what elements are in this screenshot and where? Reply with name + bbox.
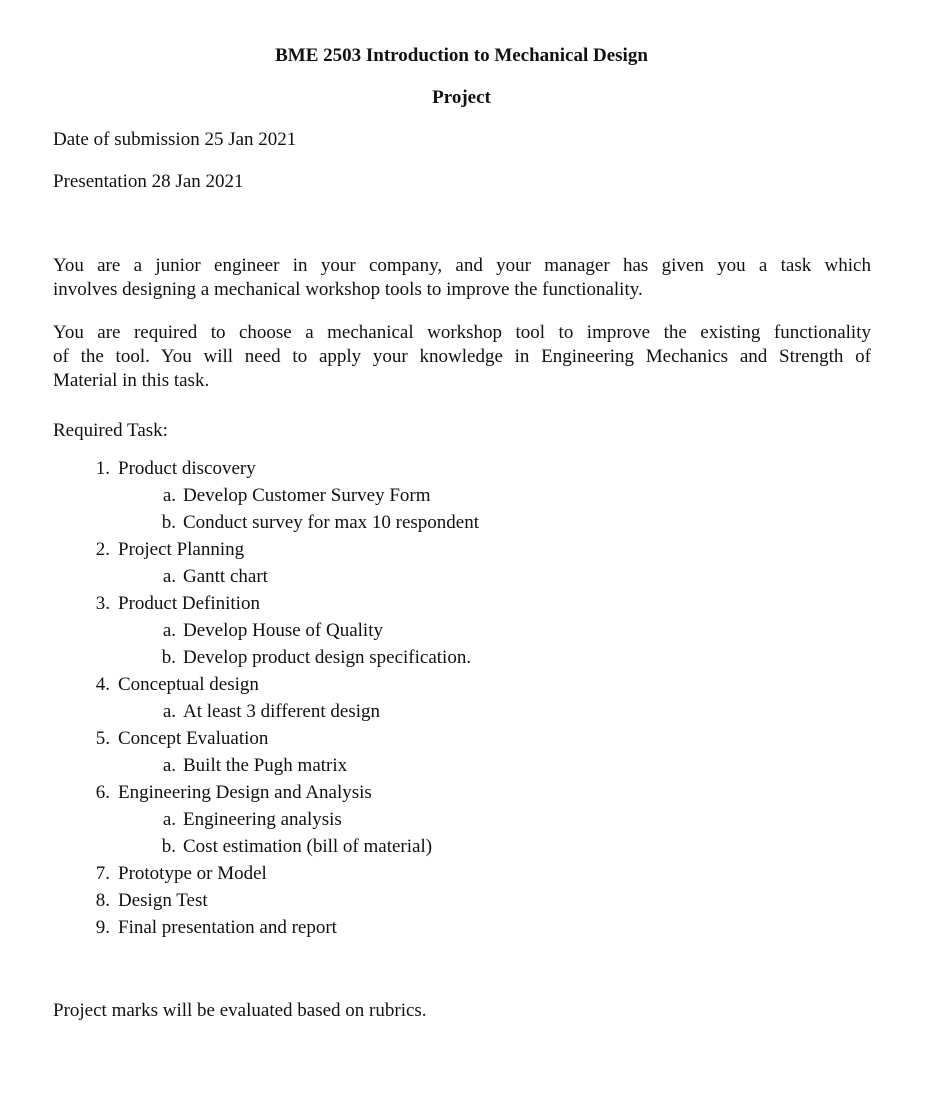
- subtask-letter: b.: [161, 647, 176, 668]
- task-item: [0, 782, 937, 809]
- subtask-item: [0, 620, 937, 647]
- task-text: Product Definition: [118, 593, 260, 614]
- task-item: [0, 728, 937, 755]
- task-text: Final presentation and report: [118, 917, 337, 938]
- task-text: Concept Evaluation: [118, 728, 269, 749]
- task-number: 8.: [95, 890, 110, 911]
- subtask-item: [0, 755, 937, 782]
- subtask-text: Cost estimation (bill of material): [183, 836, 433, 857]
- task-item: [0, 863, 937, 890]
- task-number: 5.: [95, 728, 110, 749]
- subtask-text: Gantt chart: [183, 566, 268, 587]
- subtask-text: Built the Pugh matrix: [183, 755, 348, 776]
- subtask-text: Engineering analysis: [183, 809, 342, 830]
- paragraph-line: involves designing a mechanical workshop tools to improve the functionality.: [53, 279, 643, 300]
- subtask-item: [0, 809, 937, 836]
- subtask-item: [0, 701, 937, 728]
- subtask-item: [0, 836, 937, 863]
- subtask-text: Develop product design specification.: [183, 647, 472, 668]
- task-text: Conceptual design: [118, 674, 259, 695]
- task-number: 6.: [95, 782, 110, 803]
- paragraph-line: Material in this task.: [53, 370, 210, 391]
- task-item: [0, 593, 937, 620]
- task-number: 9.: [95, 917, 110, 938]
- task-number: 2.: [95, 539, 110, 560]
- submission-date: Date of submission 25 Jan 2021: [53, 129, 297, 150]
- subtask-letter: a.: [162, 620, 176, 641]
- required-task-label: Required Task:: [53, 420, 168, 441]
- subtask-item: [0, 512, 937, 539]
- subtask-text: Develop Customer Survey Form: [183, 485, 431, 506]
- paragraph-line: You are required to choose a mechanical workshop tool to improve the existing functionality: [53, 322, 871, 343]
- subtask-text: Develop House of Quality: [183, 620, 383, 641]
- footer-note: Project marks will be evaluated based on rubrics.: [53, 1000, 427, 1021]
- task-item: [0, 890, 937, 917]
- subtask-letter: a.: [162, 809, 176, 830]
- subtask-letter: b.: [161, 836, 176, 857]
- task-item: [0, 917, 937, 944]
- subtask-item: [0, 566, 937, 593]
- paragraph-line: You are a junior engineer in your company, and your manager has given you a task which: [53, 255, 871, 276]
- task-item: [0, 674, 937, 701]
- task-text: Design Test: [118, 890, 208, 911]
- task-text: Prototype or Model: [118, 863, 267, 884]
- task-text: Product discovery: [118, 458, 256, 479]
- document-subtitle: Project: [432, 87, 491, 108]
- task-item: [0, 458, 937, 485]
- subtask-letter: a.: [162, 566, 176, 587]
- task-number: 3.: [95, 593, 110, 614]
- task-text: Engineering Design and Analysis: [118, 782, 372, 803]
- task-text: Project Planning: [118, 539, 245, 560]
- document-title: BME 2503 Introduction to Mechanical Design: [275, 45, 648, 66]
- requirement-paragraph: [53, 321, 871, 393]
- subtask-item: [0, 485, 937, 512]
- task-number: 7.: [95, 863, 110, 884]
- task-number: 4.: [95, 674, 110, 695]
- subtask-text: Conduct survey for max 10 respondent: [183, 512, 480, 533]
- subtask-letter: b.: [161, 512, 176, 533]
- presentation-date: Presentation 28 Jan 2021: [53, 171, 244, 192]
- paragraph-line: of the tool. You will need to apply your knowledge in Engineering Mechanics and Strength of: [53, 346, 871, 367]
- task-item: [0, 539, 937, 566]
- subtask-text: At least 3 different design: [183, 701, 380, 722]
- task-list: [0, 458, 937, 944]
- subtask-letter: a.: [162, 485, 176, 506]
- subtask-item: [0, 647, 937, 674]
- task-number: 1.: [95, 458, 110, 479]
- subtask-letter: a.: [162, 701, 176, 722]
- intro-paragraph: [53, 254, 871, 302]
- subtask-letter: a.: [162, 755, 176, 776]
